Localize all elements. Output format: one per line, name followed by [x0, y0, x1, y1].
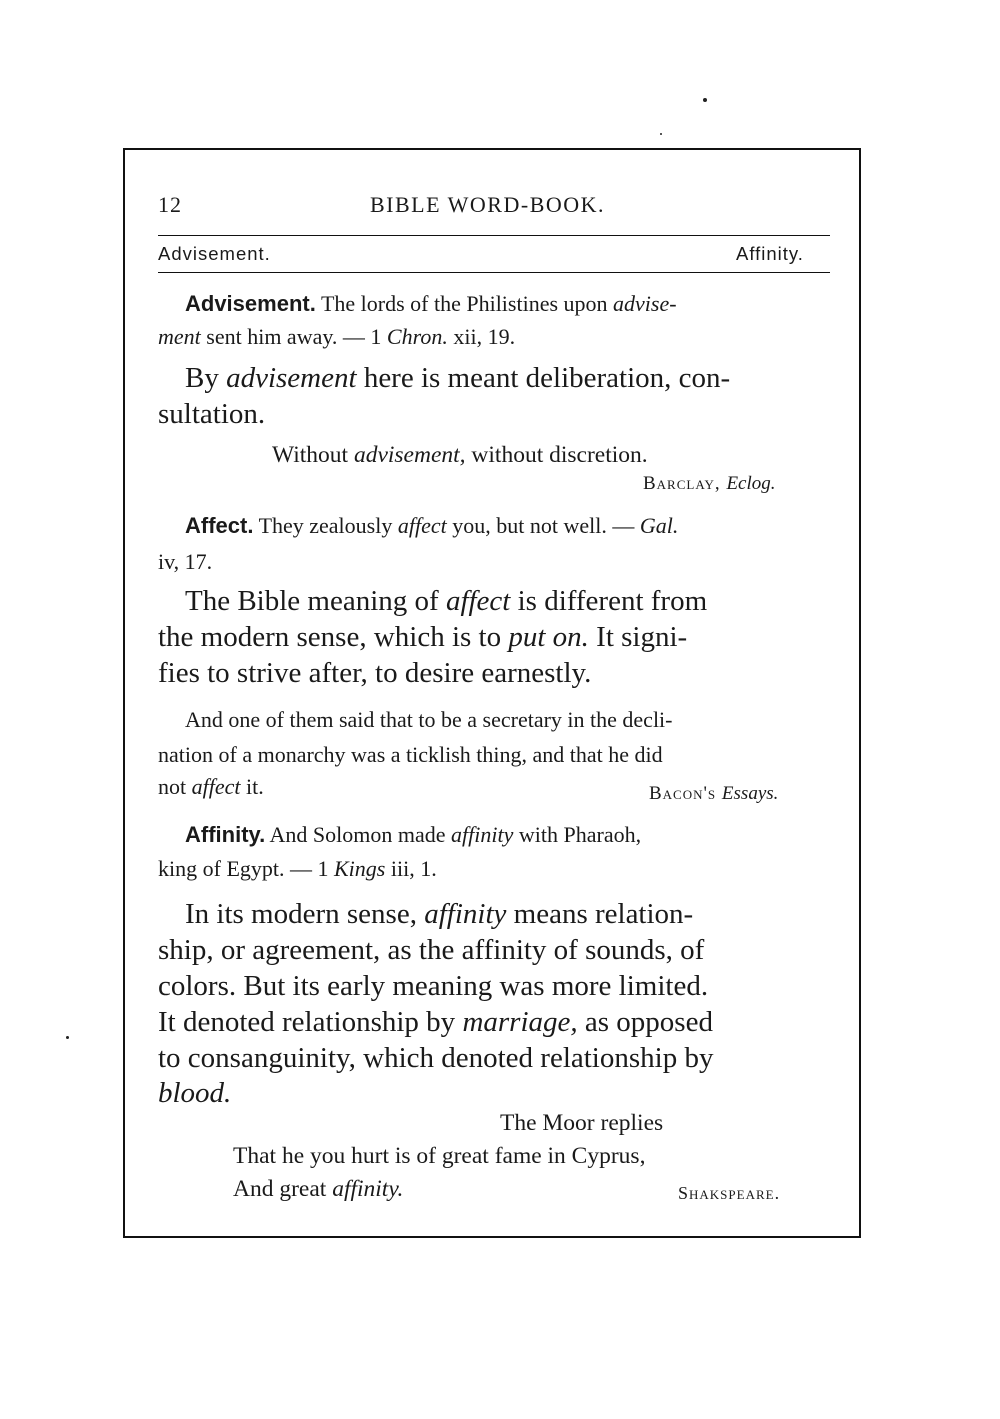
text-run: xii, 19.	[447, 324, 516, 349]
explanation-line	[158, 657, 591, 690]
work-title: Eclog.	[726, 473, 776, 494]
text-run: The Bible meaning of	[185, 585, 446, 617]
guide-word-right: Affinity.	[736, 243, 804, 264]
explanation-line	[158, 1077, 231, 1110]
page-speck	[660, 133, 662, 135]
guide-rule	[158, 272, 830, 273]
citation-line	[158, 549, 212, 575]
attribution	[678, 1183, 780, 1204]
text-run: here is meant deliberation, con-	[356, 362, 731, 394]
quote-line	[500, 1110, 663, 1137]
italic-run: put on.	[508, 621, 589, 653]
italic-run: Gal.	[639, 513, 679, 538]
citation-line	[185, 513, 678, 539]
text-run: is different from	[510, 585, 708, 617]
headword: Advisement.	[185, 291, 316, 316]
text-run: And great	[233, 1176, 333, 1202]
text-run: with Pharaoh,	[513, 822, 642, 847]
italic-run: affinity	[451, 822, 514, 847]
explanation-line	[185, 362, 730, 395]
italic-run: blood.	[158, 1077, 232, 1109]
italic-run: advisement,	[353, 442, 466, 468]
citation-line	[158, 856, 437, 882]
author: Shakspeare.	[678, 1183, 781, 1203]
italic-run: affinity	[424, 898, 507, 930]
citation-line	[185, 822, 641, 848]
text-run: not	[158, 774, 192, 799]
italic-run: affect	[191, 774, 241, 799]
text-run: And one of them said that to be a secretary in the decli-	[185, 707, 673, 732]
explanation-line	[185, 898, 693, 931]
quote-line	[158, 742, 663, 768]
italic-run: Chron.	[386, 324, 448, 349]
text-run: It denoted relationship by	[158, 1006, 463, 1038]
text-run: iv, 17.	[158, 549, 213, 574]
text-run: as opposed	[577, 1006, 713, 1038]
citation-line	[158, 324, 515, 350]
quote-line	[272, 442, 648, 469]
text-run: the modern sense, which is to	[158, 621, 509, 653]
text-run: without discretion.	[465, 442, 648, 468]
explanation-line	[158, 970, 708, 1003]
text-run: nation of a monarchy was a ticklish thing, and that he did	[158, 742, 663, 767]
attribution	[649, 783, 778, 805]
explanation-line	[158, 934, 704, 967]
page-number: 12	[158, 192, 182, 217]
author: Bacon's	[649, 783, 722, 804]
text-run: iii, 1.	[385, 856, 437, 881]
headword: Affect.	[185, 513, 254, 538]
text-run: The lords of the Philistines upon	[320, 291, 614, 316]
explanation-line	[185, 585, 707, 618]
explanation-line	[158, 398, 265, 431]
text-run: colors. But its early meaning was more limited.	[158, 970, 709, 1002]
text-run: It signi-	[588, 621, 688, 653]
text-run: sent him away. — 1	[200, 324, 387, 349]
quote-line	[158, 774, 264, 800]
explanation-line	[158, 1042, 713, 1075]
guide-word-left: Advisement.	[158, 243, 271, 264]
text-run: And Solomon made	[269, 822, 452, 847]
text-run: sultation.	[158, 398, 266, 430]
running-title: BIBLE WORD-BOOK.	[370, 192, 606, 217]
page-speck	[66, 1036, 69, 1039]
text-run: ship, or agreement, as the affinity of sounds, of	[158, 934, 705, 966]
italic-run: affinity.	[332, 1176, 404, 1202]
italic-run: advise-	[613, 291, 677, 316]
text-run: Without	[272, 442, 354, 468]
work-title: Essays.	[721, 783, 779, 804]
attribution	[643, 473, 776, 495]
text-run: king of Egypt. — 1	[158, 856, 334, 881]
text-run: you, but not well. —	[446, 513, 640, 538]
quote-line	[185, 707, 673, 733]
explanation-line	[158, 1006, 713, 1039]
explanation-line	[158, 621, 687, 654]
text-run: In its modern sense,	[185, 898, 425, 930]
italic-run: ment	[158, 324, 201, 349]
italic-run: affect	[445, 585, 511, 617]
italic-run: Kings	[334, 856, 386, 881]
page-speck	[703, 98, 707, 102]
italic-run: affect	[397, 513, 447, 538]
text-run: fies to strive after, to desire earnestly.	[158, 657, 592, 689]
header-rule	[158, 235, 830, 236]
text-run: to consanguinity, which denoted relationship by	[158, 1042, 714, 1074]
text-run: The Moor replies	[500, 1110, 664, 1136]
italic-run: advisement	[226, 362, 357, 394]
text-run: it.	[240, 774, 264, 799]
headword: Affinity.	[185, 822, 266, 847]
author: Barclay,	[643, 473, 727, 494]
italic-run: marriage,	[462, 1006, 578, 1038]
text-run: By	[185, 362, 227, 394]
citation-line	[185, 291, 677, 317]
text-run: That he you hurt is of great fame in Cyprus,	[233, 1143, 646, 1169]
quote-line	[233, 1143, 645, 1170]
text-run: They zealously	[258, 513, 398, 538]
quote-line	[233, 1176, 403, 1203]
text-run: means relation-	[506, 898, 694, 930]
